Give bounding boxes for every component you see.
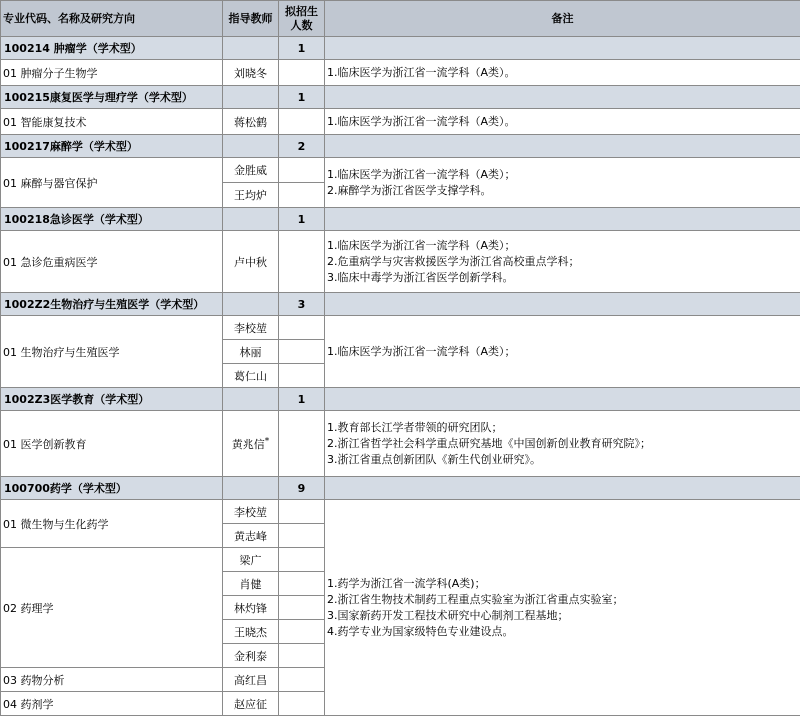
header-quota bbox=[279, 1, 325, 37]
direction-name: 01 急诊危重病医学 bbox=[1, 231, 223, 293]
section-title: 100215康复医学与理疗学（学术型） bbox=[1, 86, 223, 109]
section-advisor-empty bbox=[223, 37, 279, 60]
remark-line: 1.临床医学为浙江省一流学科（A类）； bbox=[327, 238, 516, 252]
direction-name: 01 生物治疗与生殖医学 bbox=[1, 316, 223, 388]
advisor-name bbox=[223, 620, 279, 644]
section-header-row bbox=[1, 388, 800, 411]
section-advisor-empty bbox=[223, 135, 279, 158]
remark-line: 1.临床医学为浙江省一流学科（A类）。 bbox=[327, 114, 516, 128]
section-count: 1 bbox=[279, 208, 325, 231]
direction-name: 01 肿瘤分子生物学 bbox=[1, 60, 223, 86]
remark-line: 2.麻醉学为浙江省医学支撑学科。 bbox=[327, 183, 492, 197]
advisor-name bbox=[223, 668, 279, 692]
remarks-cell bbox=[325, 411, 800, 477]
header-quota-line1: 拟招生 bbox=[285, 4, 318, 18]
quota-empty bbox=[279, 60, 325, 86]
quota-empty bbox=[279, 644, 325, 668]
remark-line: 1.临床医学为浙江省一流学科（A类）； bbox=[327, 344, 516, 358]
advisor-name-text: 葛仁山 bbox=[234, 369, 267, 383]
quota-empty bbox=[279, 548, 325, 572]
section-title: 100217麻醉学（学术型） bbox=[1, 135, 223, 158]
advisor-name-text: 刘晓冬 bbox=[234, 66, 267, 80]
quota-empty bbox=[279, 183, 325, 208]
section-remark-empty bbox=[325, 388, 800, 411]
advisor-mark: * bbox=[264, 435, 270, 446]
advisor-name bbox=[223, 500, 279, 524]
section-count: 3 bbox=[279, 293, 325, 316]
advisor-name bbox=[223, 109, 279, 135]
section-advisor-empty bbox=[223, 208, 279, 231]
section-count: 2 bbox=[279, 135, 325, 158]
advisor-name-text: 卢中秋 bbox=[234, 255, 267, 269]
section-header-row bbox=[1, 135, 800, 158]
quota-empty bbox=[279, 668, 325, 692]
section-header-row bbox=[1, 293, 800, 316]
table-row bbox=[1, 158, 800, 183]
section-advisor-empty bbox=[223, 293, 279, 316]
remarks-cell bbox=[325, 500, 800, 716]
header-advisor: 指导教师 bbox=[223, 1, 279, 37]
remarks-cell bbox=[325, 231, 800, 293]
advisor-name bbox=[223, 231, 279, 293]
direction-name: 02 药理学 bbox=[1, 548, 223, 668]
quota-empty bbox=[279, 692, 325, 716]
advisor-name-text: 肖健 bbox=[239, 577, 262, 591]
table-row bbox=[1, 411, 800, 477]
table-row bbox=[1, 500, 800, 524]
quota-empty bbox=[279, 158, 325, 183]
direction-name: 04 药剂学 bbox=[1, 692, 223, 716]
direction-name: 01 医学创新教育 bbox=[1, 411, 223, 477]
section-title: 100218急诊医学（学术型） bbox=[1, 208, 223, 231]
section-advisor-empty bbox=[223, 86, 279, 109]
section-advisor-empty bbox=[223, 477, 279, 500]
remarks-cell bbox=[325, 60, 800, 86]
remark-line: 4.药学专业为国家级特色专业建设点。 bbox=[327, 624, 514, 638]
direction-name: 01 麻醉与器官保护 bbox=[1, 158, 223, 208]
quota-empty bbox=[279, 620, 325, 644]
section-count: 1 bbox=[279, 37, 325, 60]
advisor-name-text: 金胜威 bbox=[234, 164, 267, 177]
remark-line: 1.教育部长江学者带领的研究团队； bbox=[327, 420, 503, 434]
advisor-name bbox=[223, 60, 279, 86]
section-header-row bbox=[1, 477, 800, 500]
quota-empty bbox=[279, 411, 325, 477]
table-row bbox=[1, 231, 800, 293]
advisor-name bbox=[223, 548, 279, 572]
advisor-name-text: 高红昌 bbox=[234, 673, 267, 687]
advisor-name-text: 王均炉 bbox=[234, 189, 267, 202]
quota-empty bbox=[279, 572, 325, 596]
section-remark-empty bbox=[325, 37, 800, 60]
table-row bbox=[1, 60, 800, 86]
quota-empty bbox=[279, 524, 325, 548]
quota-empty bbox=[279, 596, 325, 620]
quota-empty bbox=[279, 231, 325, 293]
section-count: 9 bbox=[279, 477, 325, 500]
advisor-name-text: 林丽 bbox=[239, 345, 262, 359]
advisor-name bbox=[223, 644, 279, 668]
remark-line: 3.国家新药开发工程技术研究中心制剂工程基地； bbox=[327, 608, 569, 622]
section-count: 1 bbox=[279, 86, 325, 109]
remark-line: 1.药学为浙江省一流学科(A类)； bbox=[327, 576, 486, 590]
remarks-cell bbox=[325, 316, 800, 388]
remark-line: 3.临床中毒学为浙江省医学创新学科。 bbox=[327, 270, 514, 284]
advisor-name-text: 黄兆信 bbox=[231, 437, 265, 451]
direction-name: 01 智能康复技术 bbox=[1, 109, 223, 135]
advisor-name-text: 李校堃 bbox=[234, 505, 267, 519]
quota-empty bbox=[279, 364, 325, 388]
quota-empty bbox=[279, 316, 325, 340]
section-advisor-empty bbox=[223, 388, 279, 411]
header-quota-line2: 人数 bbox=[290, 18, 313, 32]
remark-line: 2.浙江省哲学社会科学重点研究基地《中国创新创业教育研究院》； bbox=[327, 436, 651, 450]
section-title: 100214 肿瘤学（学术型） bbox=[1, 37, 223, 60]
direction-name: 03 药物分析 bbox=[1, 668, 223, 692]
advisor-name bbox=[223, 183, 279, 208]
remark-line: 3.浙江省重点创新团队《新生代创业研究》。 bbox=[327, 452, 541, 466]
quota-empty bbox=[279, 109, 325, 135]
section-remark-empty bbox=[325, 477, 800, 500]
quota-empty bbox=[279, 500, 325, 524]
section-title: 1002Z2生物治疗与生殖医学（学术型） bbox=[1, 293, 223, 316]
section-title: 100700药学（学术型） bbox=[1, 477, 223, 500]
direction-name: 01 微生物与生化药学 bbox=[1, 500, 223, 548]
section-remark-empty bbox=[325, 135, 800, 158]
advisor-name bbox=[223, 572, 279, 596]
advisor-name-text: 梁广 bbox=[239, 553, 262, 567]
section-title: 1002Z3医学教育（学术型） bbox=[1, 388, 223, 411]
advisor-name-text: 蒋松鹤 bbox=[234, 115, 267, 129]
advisor-name bbox=[223, 364, 279, 388]
advisor-name-text: 黄志峰 bbox=[234, 529, 267, 543]
remark-line: 2.浙江省生物技术制药工程重点实验室为浙江省重点实验室； bbox=[327, 592, 624, 606]
quota-empty bbox=[279, 340, 325, 364]
section-remark-empty bbox=[325, 293, 800, 316]
remarks-cell bbox=[325, 109, 800, 135]
advisor-name bbox=[223, 692, 279, 716]
section-count: 1 bbox=[279, 388, 325, 411]
advisor-name-text: 林灼锋 bbox=[234, 601, 267, 615]
advisor-name bbox=[223, 411, 279, 477]
advisor-name-text: 李校堃 bbox=[234, 321, 267, 335]
header-row bbox=[1, 1, 800, 37]
header-remarks: 备注 bbox=[325, 1, 800, 37]
advisor-name-text: 金利泰 bbox=[234, 649, 267, 663]
table-row bbox=[1, 109, 800, 135]
section-header-row bbox=[1, 208, 800, 231]
table-row bbox=[1, 316, 800, 340]
advisor-name-text: 王晓杰 bbox=[234, 625, 267, 639]
header-major: 专业代码、名称及研究方向 bbox=[1, 1, 223, 37]
advisor-name bbox=[223, 158, 279, 183]
section-header-row bbox=[1, 86, 800, 109]
remarks-cell bbox=[325, 158, 800, 208]
remark-line: 1.临床医学为浙江省一流学科（A类）； bbox=[327, 167, 516, 181]
remark-line: 2.危重病学与灾害救援医学为浙江省高校重点学科； bbox=[327, 254, 580, 268]
section-header-row bbox=[1, 37, 800, 60]
section-remark-empty bbox=[325, 208, 800, 231]
advisor-name-text: 赵应征 bbox=[234, 697, 267, 711]
remark-line: 1.临床医学为浙江省一流学科（A类）。 bbox=[327, 65, 516, 79]
section-remark-empty bbox=[325, 86, 800, 109]
advisor-name bbox=[223, 524, 279, 548]
advisor-name bbox=[223, 316, 279, 340]
advisor-name bbox=[223, 596, 279, 620]
advisor-name bbox=[223, 340, 279, 364]
